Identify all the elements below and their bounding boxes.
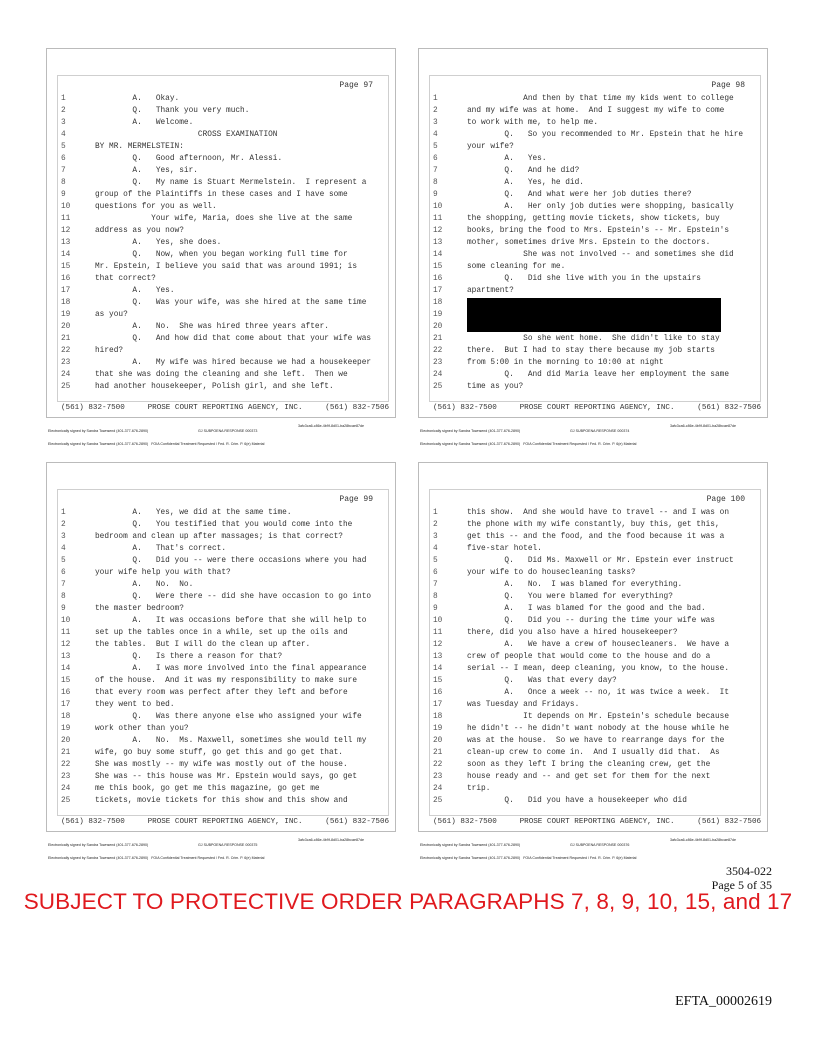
transcript-line: 19 [433,311,443,319]
transcript-line: 8 Q. My name is Stuart Mermelstein. I represent a [61,179,367,187]
transcript-line: 1 And then by that time my kids went to college [433,95,734,103]
reporter-footer: (561) 832-7500 PROSE COURT REPORTING AGENCY, INC. (561) 832-7506 [61,404,390,412]
transcript-line: 21 So she went home. She didn't like to stay [433,335,720,343]
esign-block [420,420,770,447]
transcript-line: 17 was Tuesday and Fridays. [433,701,580,709]
transcript-line: 18 [433,299,443,307]
esign-block [48,834,398,861]
transcript-line: 1 A. Yes, we did at the same time. [61,509,292,517]
transcript-line: 10 A. It was occasions before that she will help to [61,617,367,625]
transcript-line: 19 he didn't -- he didn't want nobody at the house while he [433,725,730,733]
transcript-line: 21 wife, go buy some stuff, go get this and go get that. [61,749,343,757]
transcript-line: 24 Q. And did Maria leave her employment the same [433,371,730,379]
transcript-line: 8 Q. Were there -- did she have occasion to go into [61,593,372,601]
transcript-line: 20 was at the house. So we have to rearrange days for the [433,737,725,745]
transcript-line: 22 soon as they left I bring the cleaning crew, get the [433,761,711,769]
transcript-line: 18 It depends on Mr. Epstein's schedule because [433,713,730,721]
transcript-line: 23 She was -- this house was Mr. Epstein would says, go get [61,773,358,781]
transcript-line: 16 that correct? [61,275,156,283]
transcript-line: 7 A. No. No. [61,581,194,589]
reporter-footer: (561) 832-7500 PROSE COURT REPORTING AGENCY, INC. (561) 832-7506 [433,818,762,826]
transcript-line: 2 Q. You testified that you would come into the [61,521,353,529]
page-number: Page 98 [711,81,745,90]
transcript-page-100 [418,462,768,832]
transcript-line: 11 the shopping, getting movie tickets, show tickets, buy [433,215,720,223]
transcript-line: 17 they went to bed. [61,701,175,709]
transcript-line: 21 Q. And how did that come about that your wife was [61,335,372,343]
transcript-line: 24 that she was doing the cleaning and she left. Then we [61,371,348,379]
transcript-line: 1 A. Okay. [61,95,180,103]
transcript-line: 8 Q. You were blamed for everything? [433,593,673,601]
transcript-line: 6 your wife to do housecleaning tasks? [433,569,636,577]
transcript-line: 3 get this -- and the food, and the food because it was a [433,533,725,541]
transcript-line: 12 books, bring the food to Mrs. Epstein's -- Mr. Epstein's [433,227,730,235]
esign-hash: 3afc3ca6-c86e-4b9f-8d01-ba28bcae87de [670,838,736,842]
transcript-line: 13 mother, sometimes drive Mrs. Epstein to the doctors. [433,239,711,247]
transcript-line: 6 your wife help you with that? [61,569,231,577]
transcript-line: 14 She was not involved -- and sometimes she did [433,251,734,259]
transcript-line: 24 trip. [433,785,491,793]
reporter-footer: (561) 832-7500 PROSE COURT REPORTING AGENCY, INC. (561) 832-7506 [433,404,762,412]
transcript-line: 1 this show. And she would have to travel -- and I was on [433,509,730,517]
transcript-line: 15 some cleaning for me. [433,263,566,271]
transcript-line: 12 the tables. But I will do the clean up after. [61,641,311,649]
transcript-line: 25 had another housekeeper, Polish girl, and she left. [61,383,334,391]
subpoena-id: GJ SUBPOENA RESPONSE 000373 [198,429,258,433]
transcript-line: 23 house ready and -- and get set for them for the next [433,773,711,781]
transcript-line: 14 A. I was more involved into the final appearance [61,665,367,673]
page-number: Page 100 [706,495,745,504]
transcript-line: 5 Q. Did Ms. Maxwell or Mr. Epstein ever instruct [433,557,734,565]
transcript-page-98 [418,48,768,418]
transcript-line: 7 Q. And he did? [433,167,580,175]
subpoena-id: GJ SUBPOENA RESPONSE 000375 [198,843,258,847]
transcript-line: 2 Q. Thank you very much. [61,107,250,115]
transcript-line: 9 the master bedroom? [61,605,184,613]
efta-document-id: EFTA_00002619 [675,994,772,1009]
transcript-line: 16 Q. Did she live with you in the upstairs [433,275,701,283]
transcript-line: 11 there, did you also have a hired housekeeper? [433,629,678,637]
subpoena-id: GJ SUBPOENA RESPONSE 000376 [570,843,630,847]
transcript-line: 18 Q. Was your wife, was she hired at the same time [61,299,367,307]
transcript-line: 8 A. Yes, he did. [433,179,584,187]
transcript-lines [61,504,387,814]
transcript-page-99 [46,462,396,832]
transcript-line: 22 there. But I had to stay there because my job starts [433,347,715,355]
transcript-line: 5 Q. Did you -- were there occasions where you had [61,557,367,565]
transcript-line: 4 A. That's correct. [61,545,227,553]
transcript-page-97 [46,48,396,418]
transcript-line: 12 address as you now? [61,227,184,235]
transcript-line: 11 set up the tables once in a while, set up the oils and [61,629,348,637]
transcript-line: 15 Mr. Epstein, I believe you said that was around 1991; is [61,263,358,271]
esign-hash: 3afc3ca6-c86e-4b9f-8d01-ba28bcae87de [670,424,736,428]
transcript-line: 11 Your wife, Maria, does she live at the same [61,215,353,223]
transcript-line: 9 A. I was blamed for the good and the bad. [433,605,706,613]
transcript-line: 7 A. No. I was blamed for everything. [433,581,683,589]
esign-line: Electronically signed by Sandra Townsend (401-377-676-2890) [48,842,149,847]
protective-order-notice: SUBJECT TO PROTECTIVE ORDER PARAGRAPHS 7, 8, 9, 10, 15, and 17 [23,889,793,914]
bates-stamp [712,864,772,892]
esign-block [420,834,770,861]
esign-line: Electronically signed by Sandra Townsend (401-377-676-2890) FOIA Confidential Treatment Requested / Fed. R. Crim. P. 6(e) Material [48,856,265,861]
transcript-line: 9 Q. And what were her job duties there? [433,191,692,199]
transcript-line: 25 time as you? [433,383,524,391]
esign-block [48,420,398,447]
bates-number: 3504-022 [726,864,772,878]
page-number: Page 99 [339,495,373,504]
transcript-line: 22 She was mostly -- my wife was mostly out of the house. [61,761,348,769]
esign-line: Electronically signed by Sandra Townsend (401-377-676-2890) FOIA Confidential Treatment Requested / Fed. R. Crim. P. 6(e) Material [48,442,265,447]
esign-line: Electronically signed by Sandra Townsend (401-377-676-2890) [420,428,521,433]
transcript-line: 9 group of the Plaintiffs in these cases and I have some [61,191,348,199]
transcript-line: 10 A. Her only job duties were shopping, basically [433,203,734,211]
transcript-line: 16 that every room was perfect after they left and before [61,689,348,697]
transcript-line: 12 A. We have a crew of housecleaners. We have a [433,641,730,649]
transcript-line: 23 A. My wife was hired because we had a housekeeper [61,359,372,367]
transcript-line: 5 your wife? [433,143,514,151]
transcript-line: 10 Q. Did you -- during the time your wife was [433,617,715,625]
transcript-lines [433,504,759,814]
transcript-line: 14 serial -- I mean, deep cleaning, you know, to the house. [433,665,730,673]
transcript-line: 7 A. Yes, sir. [61,167,198,175]
transcript-line: 24 me this book, go get me this magazine, go get me [61,785,320,793]
transcript-line: 13 Q. Is there a reason for that? [61,653,283,661]
transcript-line: 3 bedroom and clean up after massages; is that correct? [61,533,343,541]
redaction-block [467,298,721,332]
transcript-line: 4 CROSS EXAMINATION [61,131,278,139]
transcript-line: 20 [433,323,443,331]
transcript-line: 4 five-star hotel. [433,545,542,553]
transcript-line: 4 Q. So you recommended to Mr. Epstein that he hire [433,131,744,139]
transcript-line: 14 Q. Now, when you began working full time for [61,251,348,259]
esign-line: Electronically signed by Sandra Townsend (401-377-676-2890) FOIA Confidential Treatment Requested / Fed. R. Crim. P. 6(e) Material [420,856,637,861]
transcript-line: 17 A. Yes. [61,287,175,295]
page-number: Page 97 [339,81,373,90]
transcript-line: 3 A. Welcome. [61,119,194,127]
transcript-line: 2 the phone with my wife constantly, buy this, get this, [433,521,720,529]
transcript-line: 20 A. No. She was hired three years after. [61,323,329,331]
page-of-count: Page 5 of 35 [711,878,772,892]
transcript-line: 17 apartment? [433,287,514,295]
transcript-line: 25 Q. Did you have a housekeeper who did [433,797,687,805]
transcript-line: 5 BY MR. MERMELSTEIN: [61,143,184,151]
transcript-line: 21 clean-up crew to come in. And I usually did that. As [433,749,720,757]
reporter-footer: (561) 832-7500 PROSE COURT REPORTING AGENCY, INC. (561) 832-7506 [61,818,390,826]
transcript-line: 15 of the house. And it was my responsibility to make sure [61,677,358,685]
subpoena-id: GJ SUBPOENA RESPONSE 000374 [570,429,630,433]
transcript-line: 18 Q. Was there anyone else who assigned your wife [61,713,362,721]
transcript-line: 10 questions for you as well. [61,203,217,211]
transcript-line: 19 as you? [61,311,128,319]
transcript-line: 2 and my wife was at home. And I suggest my wife to come [433,107,725,115]
transcript-line: 20 A. No. Ms. Maxwell, sometimes she would tell my [61,737,367,745]
transcript-lines [61,90,387,400]
transcript-line: 19 work other than you? [61,725,189,733]
transcript-lines [433,90,759,400]
esign-hash: 3afc3ca6-c86e-4b9f-8d01-ba28bcae87de [298,838,364,842]
transcript-line: 15 Q. Was that every day? [433,677,617,685]
esign-line: Electronically signed by Sandra Townsend (401-377-676-2890) [420,842,521,847]
transcript-line: 23 from 5:00 in the morning to 10:00 at night [433,359,664,367]
transcript-line: 6 Q. Good afternoon, Mr. Alessi. [61,155,283,163]
transcript-line: 13 crew of people that would come to the house and do a [433,653,711,661]
transcript-line: 16 A. Once a week -- no, it was twice a week. It [433,689,730,697]
transcript-line: 6 A. Yes. [433,155,547,163]
transcript-line: 25 tickets, movie tickets for this show and this show and [61,797,348,805]
esign-line: Electronically signed by Sandra Townsend (401-377-676-2890) [48,428,149,433]
transcript-line: 3 to work with me, to help me. [433,119,599,127]
esign-hash: 3afc3ca6-c86e-4b9f-8d01-ba28bcae87de [298,424,364,428]
esign-line: Electronically signed by Sandra Townsend (401-377-676-2890) FOIA Confidential Treatment Requested / Fed. R. Crim. P. 6(e) Material [420,442,637,447]
transcript-line: 13 A. Yes, she does. [61,239,222,247]
transcript-line: 22 hired? [61,347,124,355]
